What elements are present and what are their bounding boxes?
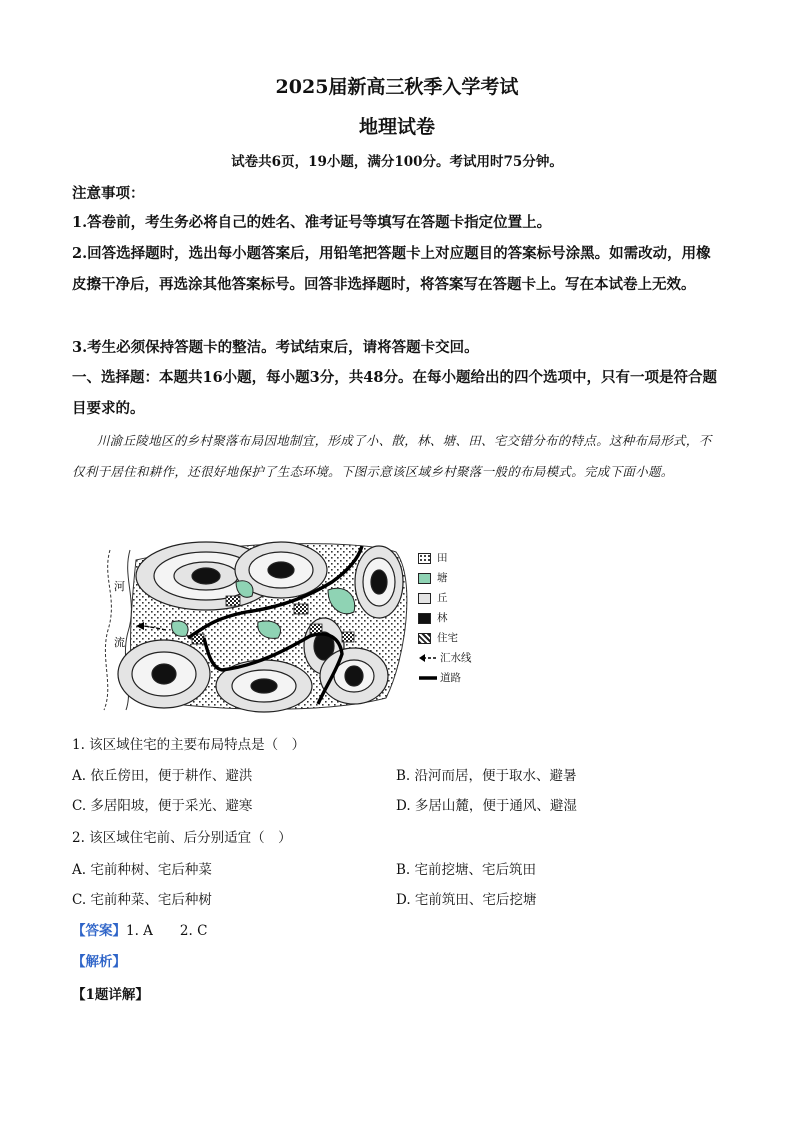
river-bank-left bbox=[104, 550, 111, 710]
question-2-option-d: D. 宅前筑田、宅后挖塘 bbox=[396, 892, 537, 908]
exam-info: 试卷共6页，19小题，满分100分。考试用时75分钟。 bbox=[231, 154, 563, 170]
legend-forest: 林 bbox=[418, 610, 448, 625]
legend-field: 田 bbox=[418, 550, 448, 565]
forest-swatch bbox=[418, 613, 431, 624]
notice-item-3: 3.考生必须保持答题卡的整洁。考试结束后，请将答题卡交回。 bbox=[72, 339, 479, 356]
hill-swatch bbox=[418, 593, 431, 604]
analysis-label: 【解析】 bbox=[72, 954, 126, 970]
answer-value: 1. A 2. C bbox=[126, 923, 208, 939]
notice-heading: 注意事项： bbox=[72, 185, 145, 202]
passage-intro: 川渝丘陵地区的乡村聚落布局因地制宜，形成了小、散，林、塘、田、宅交错分布的特点。这种布局形式，不仅利于居住和耕作，还很好地保护了生态环境。下图示意该区域乡村聚落一般的布局模式。完成下面小题。 bbox=[72, 433, 712, 479]
subject-title: 地理试卷 bbox=[358, 116, 435, 138]
river-label-2: 流 bbox=[114, 636, 125, 649]
question-2-option-b: B. 宅前挖塘、宅后筑田 bbox=[396, 862, 537, 878]
notice-item-2: 2.回答选择题时，选出每小题答案后，用铅笔把答题卡上对应题目的答案标号涂黑。如需改动，用橡皮擦干净后，再选涂其他答案标号。回答非选择题时，将答案写在答题卡上。写在本试卷上无效。 bbox=[72, 245, 711, 293]
legend-pond: 塘 bbox=[418, 570, 448, 585]
question-1-option-d: D. 多居山麓，便于通风、避湿 bbox=[396, 798, 577, 814]
pond-swatch bbox=[418, 573, 431, 584]
section-heading: 一、选择题：本题共16小题，每小题3分，共48分。在每小题给出的四个选项中，只有一项是符合题目要求的。 bbox=[72, 369, 717, 417]
legend-house: 住宅 bbox=[418, 630, 458, 645]
exam-title: 2025届新高三秋季入学考试 bbox=[275, 76, 519, 98]
drainage-arrow-icon bbox=[418, 653, 438, 663]
river-label-1: 河 bbox=[114, 580, 125, 593]
field-swatch bbox=[418, 553, 431, 564]
legend-road: 道路 bbox=[418, 670, 461, 685]
notice-item-1: 1.答卷前，考生务必将自己的姓名、准考证号等填写在答题卡指定位置上。 bbox=[72, 214, 552, 231]
legend-drainage: 汇水线 bbox=[418, 650, 472, 665]
question-2-option-c: C. 宅前种菜、宅后种树 bbox=[72, 892, 212, 908]
road-line-icon bbox=[418, 673, 438, 683]
legend-hill: 丘 bbox=[418, 590, 448, 605]
question-1-option-a: A. 依丘傍田，便于耕作、避洪 bbox=[72, 768, 253, 784]
question-1-option-b: B. 沿河而居，便于取水、避暑 bbox=[396, 768, 577, 784]
question-2-option-a: A. 宅前种树、宅后种菜 bbox=[72, 862, 212, 878]
question-1-option-c: C. 多居阳坡，便于采光、避寒 bbox=[72, 798, 253, 814]
answer-label: 【答案】 bbox=[72, 923, 126, 939]
question-1-stem: 1. 该区域住宅的主要布局特点是（ ） bbox=[72, 737, 306, 753]
house-swatch bbox=[418, 633, 431, 644]
question-2-stem: 2. 该区域住宅前、后分别适宜（ ） bbox=[72, 830, 292, 846]
detail-label: 【1题详解】 bbox=[72, 987, 149, 1003]
answer-line bbox=[72, 919, 207, 939]
